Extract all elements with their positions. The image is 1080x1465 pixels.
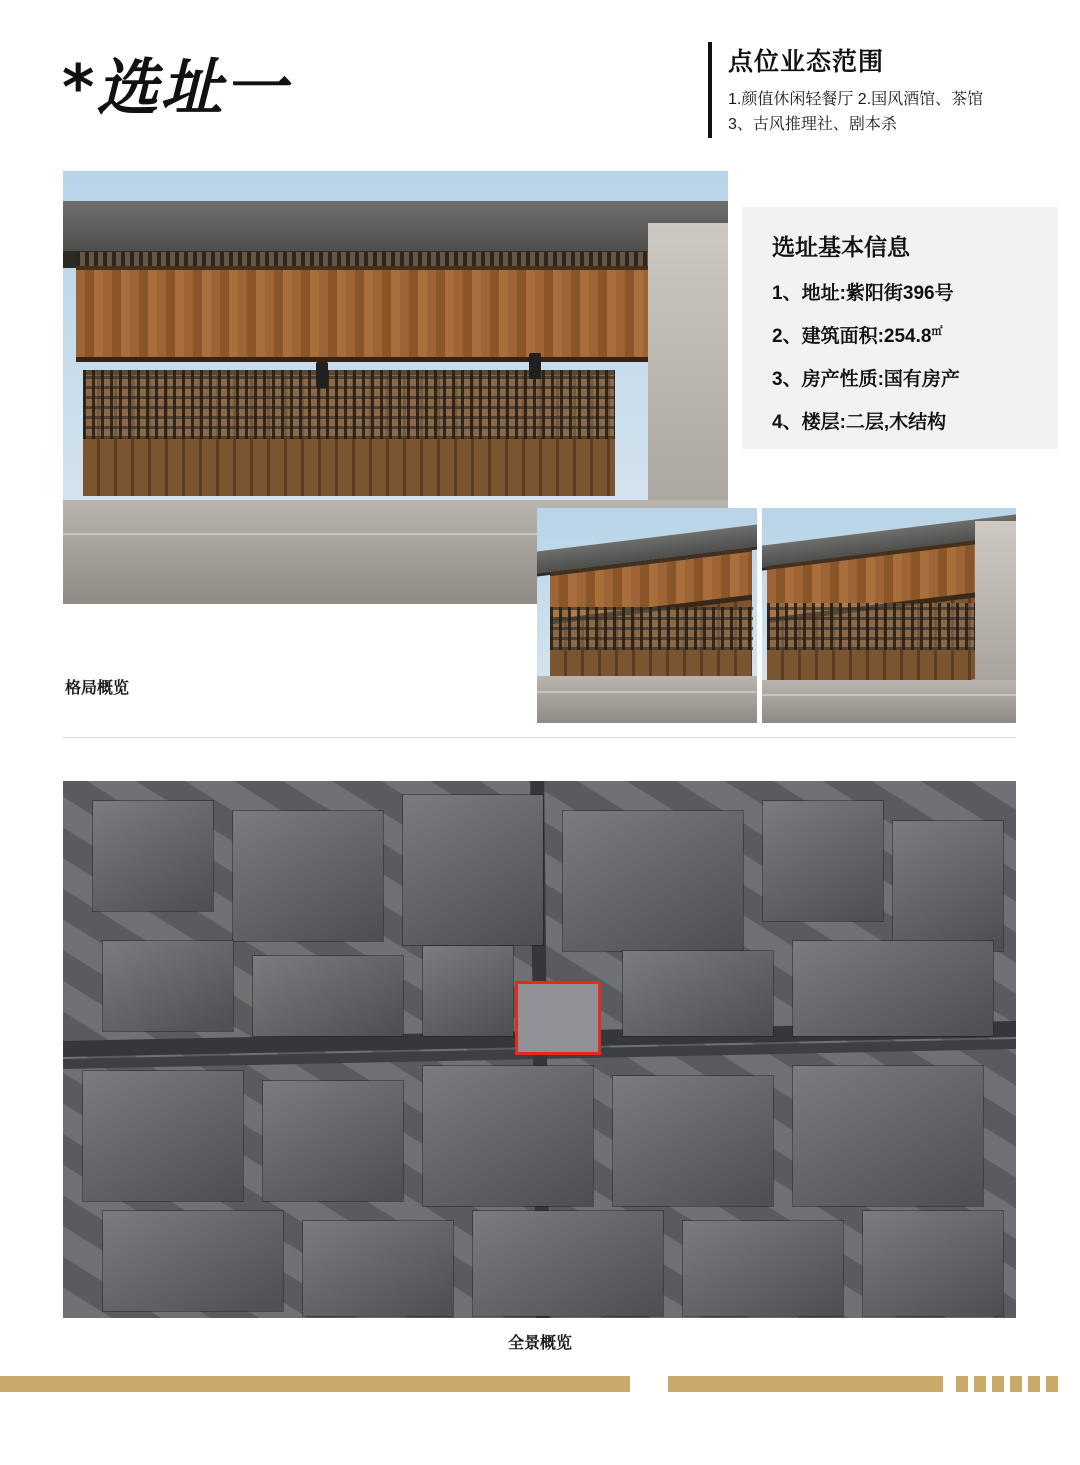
footer-bar [974, 1376, 986, 1392]
roof-cluster [473, 1211, 663, 1316]
footer-decoration [0, 1376, 1080, 1416]
aerial-overview-photo [63, 781, 1016, 1318]
roof-cluster [253, 956, 403, 1036]
lower-lattice-windows [83, 370, 615, 439]
roof-cluster [793, 1066, 983, 1206]
roof-cluster [613, 1076, 773, 1206]
footer-bar [0, 1376, 630, 1392]
footer-bar [1028, 1376, 1040, 1392]
page-header [0, 0, 1080, 160]
roof-cluster [793, 941, 993, 1036]
site-info-area [772, 321, 1032, 348]
roof-cluster [303, 1221, 453, 1316]
area-unit: ㎡ [931, 325, 943, 338]
scope-block [708, 42, 983, 138]
section-divider [63, 737, 1016, 738]
caption-layout-overview: 格局概览 [65, 680, 130, 697]
roof-cluster [563, 811, 743, 951]
lower-lattice-windows [767, 603, 1011, 650]
roof-cluster [103, 941, 233, 1031]
roof-cluster [893, 821, 1003, 951]
street-ground [537, 676, 757, 723]
site-info-heading: 选址基本信息 [772, 234, 910, 260]
roof-cluster [623, 951, 773, 1036]
site-info-property: 3、房产性质:国有房产 [772, 369, 960, 390]
site-info-panel [742, 207, 1058, 449]
lower-lattice-windows [550, 607, 752, 650]
roof-cluster [403, 795, 543, 945]
site-info-floors: 4、楼层:二层,木结构 [772, 412, 947, 433]
footer-bar [1010, 1376, 1022, 1392]
footer-bar [668, 1376, 943, 1392]
roof-cluster [93, 801, 213, 911]
roof-cluster [423, 1066, 593, 1206]
footer-bar [992, 1376, 1004, 1392]
wall-lamp-icon [529, 353, 541, 379]
footer-bar [956, 1376, 968, 1392]
site-info-address: 1、地址:紫阳街396号 [772, 283, 954, 304]
scope-line-2: 3、古风推理社、剧本杀 [728, 115, 897, 133]
roof-cluster [83, 1071, 243, 1201]
roof-cluster [863, 1211, 1003, 1316]
side-wall [975, 521, 1016, 680]
wall-lamp-icon [316, 362, 328, 388]
page-title: *选址一 [62, 51, 289, 124]
roof-cluster [263, 1081, 403, 1201]
building-facade-angle-left-photo [537, 508, 757, 723]
roof-cluster [683, 1221, 843, 1316]
building-facade-angle-right-photo [762, 508, 1016, 723]
site-location-marker [515, 981, 601, 1055]
footer-bar [1046, 1376, 1058, 1392]
roof-cluster [233, 811, 383, 941]
scope-line-1: 1.颜值休闲轻餐厅 2.国风酒馆、茶馆 [728, 91, 984, 108]
side-wall [648, 223, 728, 526]
street-ground [762, 680, 1016, 723]
roof-cluster [103, 1211, 283, 1311]
roof-cluster [423, 946, 513, 1036]
site-info-area-text: 2、建筑面积:254.8 [772, 326, 932, 347]
caption-aerial-overview: 全景概览 [507, 1335, 572, 1352]
roof-region [63, 201, 728, 256]
upper-wood-wall [76, 266, 661, 362]
roof-cluster [763, 801, 883, 921]
scope-heading: 点位业态范围 [728, 48, 885, 76]
